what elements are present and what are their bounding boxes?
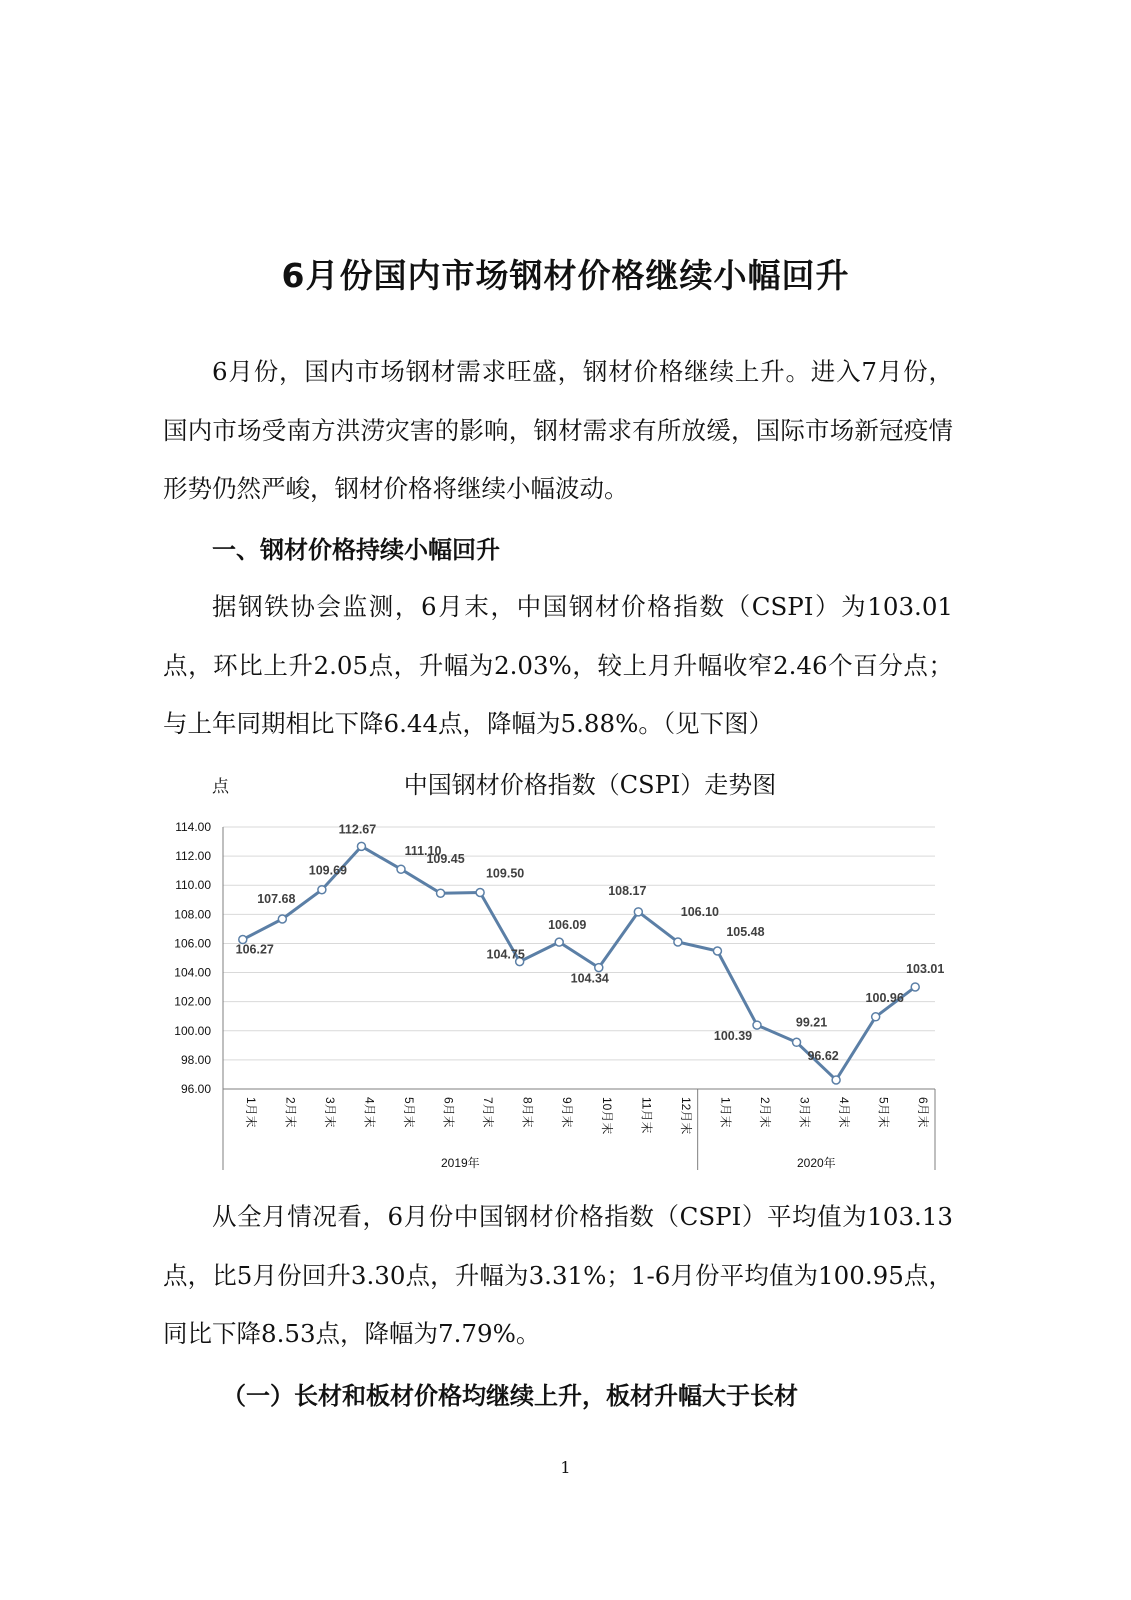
x-tick-label: 6月末 [916, 1097, 931, 1128]
y-tick-label: 104.00 [174, 965, 211, 980]
data-point [793, 1038, 801, 1046]
x-tick-label: 3月末 [797, 1097, 812, 1128]
x-tick-label: 4月末 [837, 1097, 852, 1128]
data-label: 109.45 [426, 852, 465, 867]
y-tick-label: 106.00 [174, 936, 211, 951]
x-tick-label: 2月末 [758, 1097, 772, 1128]
y-tick-label: 112.00 [175, 849, 211, 864]
x-group-label: 2019年 [440, 1156, 480, 1170]
y-tick-label: 114.00 [175, 820, 211, 834]
data-label: 108.17 [608, 883, 647, 898]
x-tick-label: 4月末 [362, 1097, 377, 1128]
data-label: 109.50 [485, 866, 525, 881]
x-group-label: 2020年 [796, 1156, 836, 1170]
y-tick-label: 108.00 [174, 907, 211, 922]
x-tick-label: 11月末 [639, 1097, 654, 1134]
x-tick-label: 3月末 [322, 1097, 337, 1128]
x-tick-label: 2月末 [283, 1097, 298, 1128]
data-point [713, 947, 721, 955]
data-point [555, 938, 563, 946]
x-tick-label: 1月末 [243, 1097, 258, 1128]
x-tick-label: 1月末 [718, 1097, 733, 1128]
data-point [832, 1076, 840, 1084]
y-tick-label: 96.00 [180, 1082, 211, 1096]
x-tick-label: 12月末 [678, 1097, 693, 1135]
data-label: 100.96 [865, 990, 904, 1005]
data-point [753, 1021, 761, 1029]
data-point [595, 964, 603, 972]
data-point [437, 889, 445, 897]
data-label: 106.09 [548, 918, 587, 933]
data-label: 107.68 [257, 891, 296, 906]
chart-title: 中国钢材价格指数（CSPI）走势图 [403, 771, 777, 799]
document-title: 6月份国内市场钢材价格继续小幅回升 [281, 256, 850, 295]
y-tick-label: 98.00 [180, 1052, 211, 1067]
x-tick-label: 8月末 [520, 1097, 535, 1128]
data-label: 104.75 [486, 947, 525, 962]
data-label: 99.21 [795, 1015, 828, 1030]
monthly-average-paragraph: 从全月情况看，6月份中国钢材价格指数（CSPI）平均值为103.13点，比5月份回升3.30点，升幅为3.31%；1-6月份平均值为100.95点，同比下降8.53点，降幅为7.79%。 [163, 1202, 953, 1348]
data-label: 96.62 [807, 1048, 839, 1063]
section-heading-1: 一、钢材价格持续小幅回升 [212, 536, 500, 564]
x-tick-label: 9月末 [560, 1097, 575, 1128]
data-point [872, 1013, 880, 1021]
x-tick-label: 10月末 [599, 1097, 614, 1135]
y-tick-label: 110.00 [175, 878, 211, 893]
data-label: 109.69 [308, 863, 348, 878]
data-point [476, 889, 484, 897]
data-point [318, 886, 326, 894]
x-tick-label: 5月末 [876, 1097, 891, 1128]
data-label: 106.27 [235, 942, 274, 957]
intro-paragraph: 6月份，国内市场钢材需求旺盛，钢材价格继续上升。进入7月份，国内市场受南方洪涝灾害的影响，钢材需求有所放缓，国际市场新冠疫情形势仍然严峻，钢材价格将继续小幅波动。 [163, 357, 953, 503]
x-tick-label: 5月末 [402, 1097, 416, 1128]
data-label: 103.01 [906, 961, 945, 976]
data-point [278, 915, 286, 923]
data-point [397, 865, 405, 873]
x-tick-label: 6月末 [441, 1097, 456, 1128]
y-tick-label: 100.00 [174, 1023, 211, 1038]
data-label: 104.34 [570, 971, 609, 986]
y-tick-label: 102.00 [174, 994, 211, 1009]
data-label: 112.67 [338, 822, 377, 837]
data-point [911, 983, 919, 991]
section-heading-2: （一）长材和板材价格均继续上升，板材升幅大于长材 [222, 1382, 798, 1410]
cspi-line-chart [150, 810, 970, 1175]
x-tick-label: 7月末 [481, 1097, 496, 1128]
data-label: 111.10 [404, 844, 442, 859]
cspi-summary-paragraph: 据钢铁协会监测，6月末，中国钢材价格指数（CSPI）为103.01点，环比上升2.05点，升幅为2.03%，较上月升幅收窄2.46个百分点；与上年同期相比下降6.44点，降幅为5.88%。（见下图） [163, 592, 953, 738]
chart-y-unit: 点 [212, 777, 229, 797]
page-number: 1 [560, 1458, 571, 1477]
data-label: 105.48 [726, 925, 765, 940]
cspi-series-line [243, 846, 915, 1080]
data-point [674, 938, 682, 946]
data-label: 106.10 [680, 904, 720, 919]
data-point [634, 908, 642, 916]
data-point [357, 842, 365, 850]
data-label: 100.39 [713, 1029, 753, 1044]
